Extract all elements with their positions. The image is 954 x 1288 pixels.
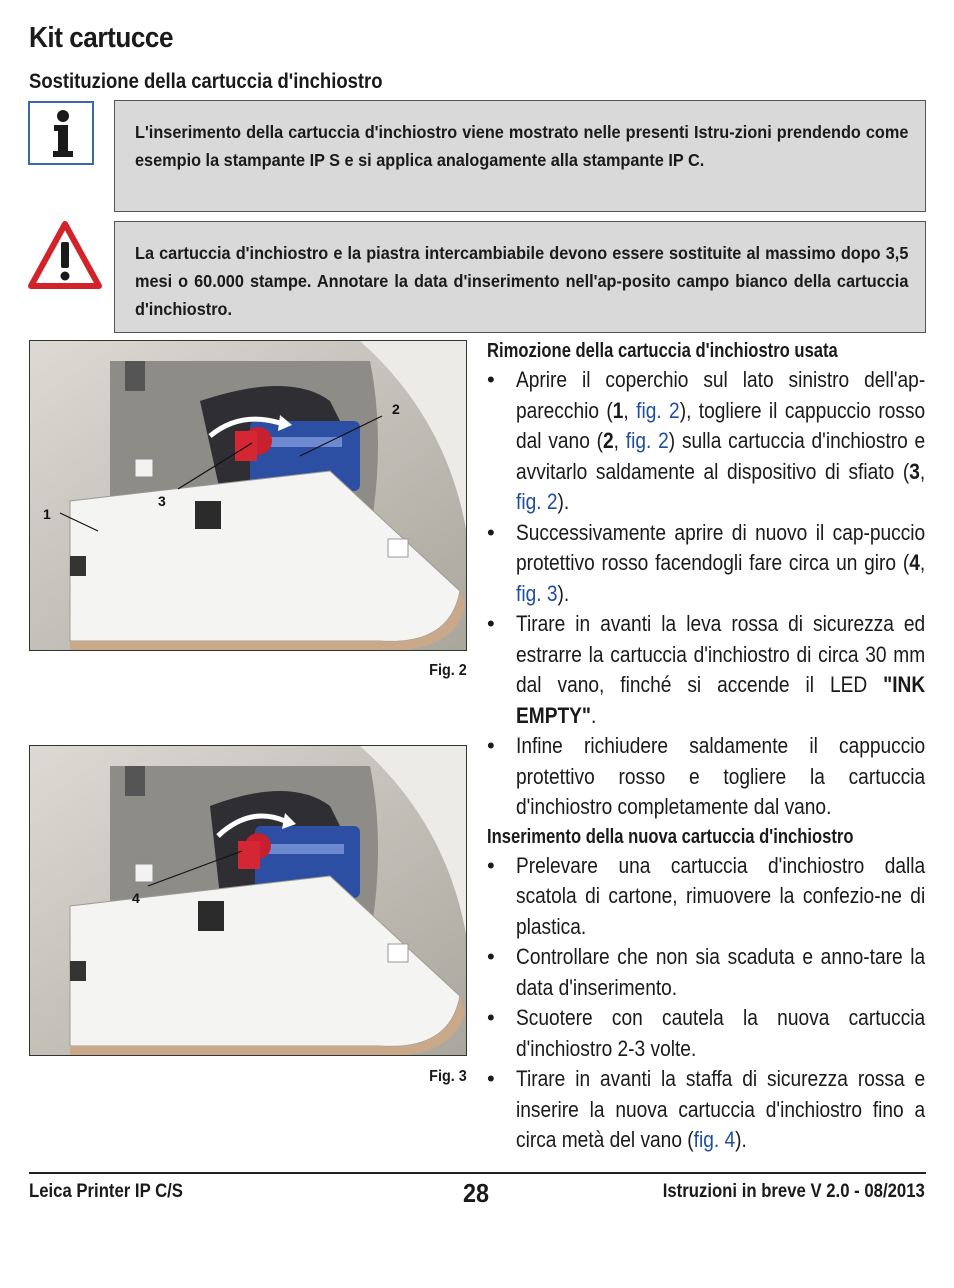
removal-list <box>487 365 925 823</box>
fig-4-link[interactable]: fig. 4 <box>693 1127 736 1152</box>
list-item: • Successivamente aprire di nuovo il cap-puccio protettivo rosso facendogli fare circa un giro (4, fig. 3). <box>487 519 926 606</box>
callout-4: 4 <box>132 890 140 906</box>
footer-product: Leica Printer IP C/S <box>29 1181 183 1202</box>
callout-2: 2 <box>392 401 400 417</box>
list-item: • Aprire il coperchio sul lato sinistro dell'ap-parecchio (1, fig. 2), togliere il cappuccio rosso dal vano (2, fig. 2) sulla cartuccia d'inchiostro e avvitarlo saldamente al dispositivo di sfiato (3, fig. 2). <box>487 367 926 514</box>
list-item: • Tirare in avanti la staffa di sicurezza rossa e inserire la nuova cartuccia d'inchiostro fino a circa metà del vano (fig. 4). <box>487 1066 926 1152</box>
bullet: • <box>487 733 495 758</box>
fig-2-link[interactable]: fig. 2 <box>516 489 558 514</box>
warning-note-text: La cartuccia d'inchiostro e la piastra intercambiabile devono essere sostituite al massimo dopo 3,5 mesi o 60.000 stampe. Annotare la data d'inserimento nell'ap-posito campo bianco della cartuccia d'inchiostro. <box>135 243 909 319</box>
figure-2-illustration <box>30 341 467 651</box>
section-title: Sostituzione della cartuccia d'inchiostro <box>29 70 383 93</box>
figure-2-photo <box>29 340 467 651</box>
fig-2-link[interactable]: fig. 2 <box>636 397 680 423</box>
fig-3-link[interactable]: fig. 3 <box>516 580 558 606</box>
figure-2-caption: Fig. 2 <box>429 662 467 679</box>
bullet: • <box>487 519 495 545</box>
footer-version: Istruzioni in breve V 2.0 - 08/2013 <box>662 1181 925 1202</box>
page-number: 28 <box>463 1178 490 1208</box>
figure-3-photo <box>29 745 467 1056</box>
insertion-list <box>487 851 925 1156</box>
list-item: • Infine richiudere saldamente il cappuccio protettivo rosso e togliere la cartuccia d'inchiostro completamente dal vano. <box>487 733 926 819</box>
bullet: • <box>487 944 495 969</box>
callout-3: 3 <box>158 493 166 509</box>
list-item: • Tirare in avanti la leva rossa di sicurezza ed estrarre la cartuccia d'inchiostro di circa 30 mm dal vano, finché si accende il LED "INK EMPTY". <box>487 611 926 728</box>
instructions-column <box>487 337 925 1156</box>
figure-3-caption: Fig. 3 <box>429 1068 467 1085</box>
bullet: • <box>487 611 495 636</box>
callout-1: 1 <box>43 506 51 522</box>
bullet: • <box>487 1066 495 1091</box>
removal-heading: Rimozione della cartuccia d'inchiostro usata <box>487 340 838 362</box>
footer-divider <box>29 1172 926 1174</box>
bullet: • <box>487 1005 495 1030</box>
fig-2-link[interactable]: fig. 2 <box>625 428 669 453</box>
list-item: • Controllare che non sia scaduta e anno-tare la data d'inserimento. <box>487 944 926 1000</box>
list-item: • Scuotere con cautela la nuova cartuccia d'inchiostro 2-3 volte. <box>487 1005 926 1061</box>
list-item: • Prelevare una cartuccia d'inchiostro dalla scatola di cartone, rimuovere la confezio-ne di plastica. <box>487 852 926 939</box>
figure-2-callout-1-layer <box>0 0 60 540</box>
figure-3-illustration <box>30 746 467 1056</box>
insertion-heading: Inserimento della nuova cartuccia d'inchiostro <box>487 825 854 848</box>
info-note-text: L'inserimento della cartuccia d'inchiostro viene mostrato nelle presenti Istru-zioni prendendo come esempio la stampante IP S e si applica analogamente alla stampante IP C. <box>135 122 909 170</box>
bullet: • <box>487 852 495 878</box>
bullet: • <box>487 367 495 392</box>
info-note <box>114 100 926 212</box>
warning-note <box>114 221 926 333</box>
page-title: Kit cartucce <box>29 22 174 54</box>
